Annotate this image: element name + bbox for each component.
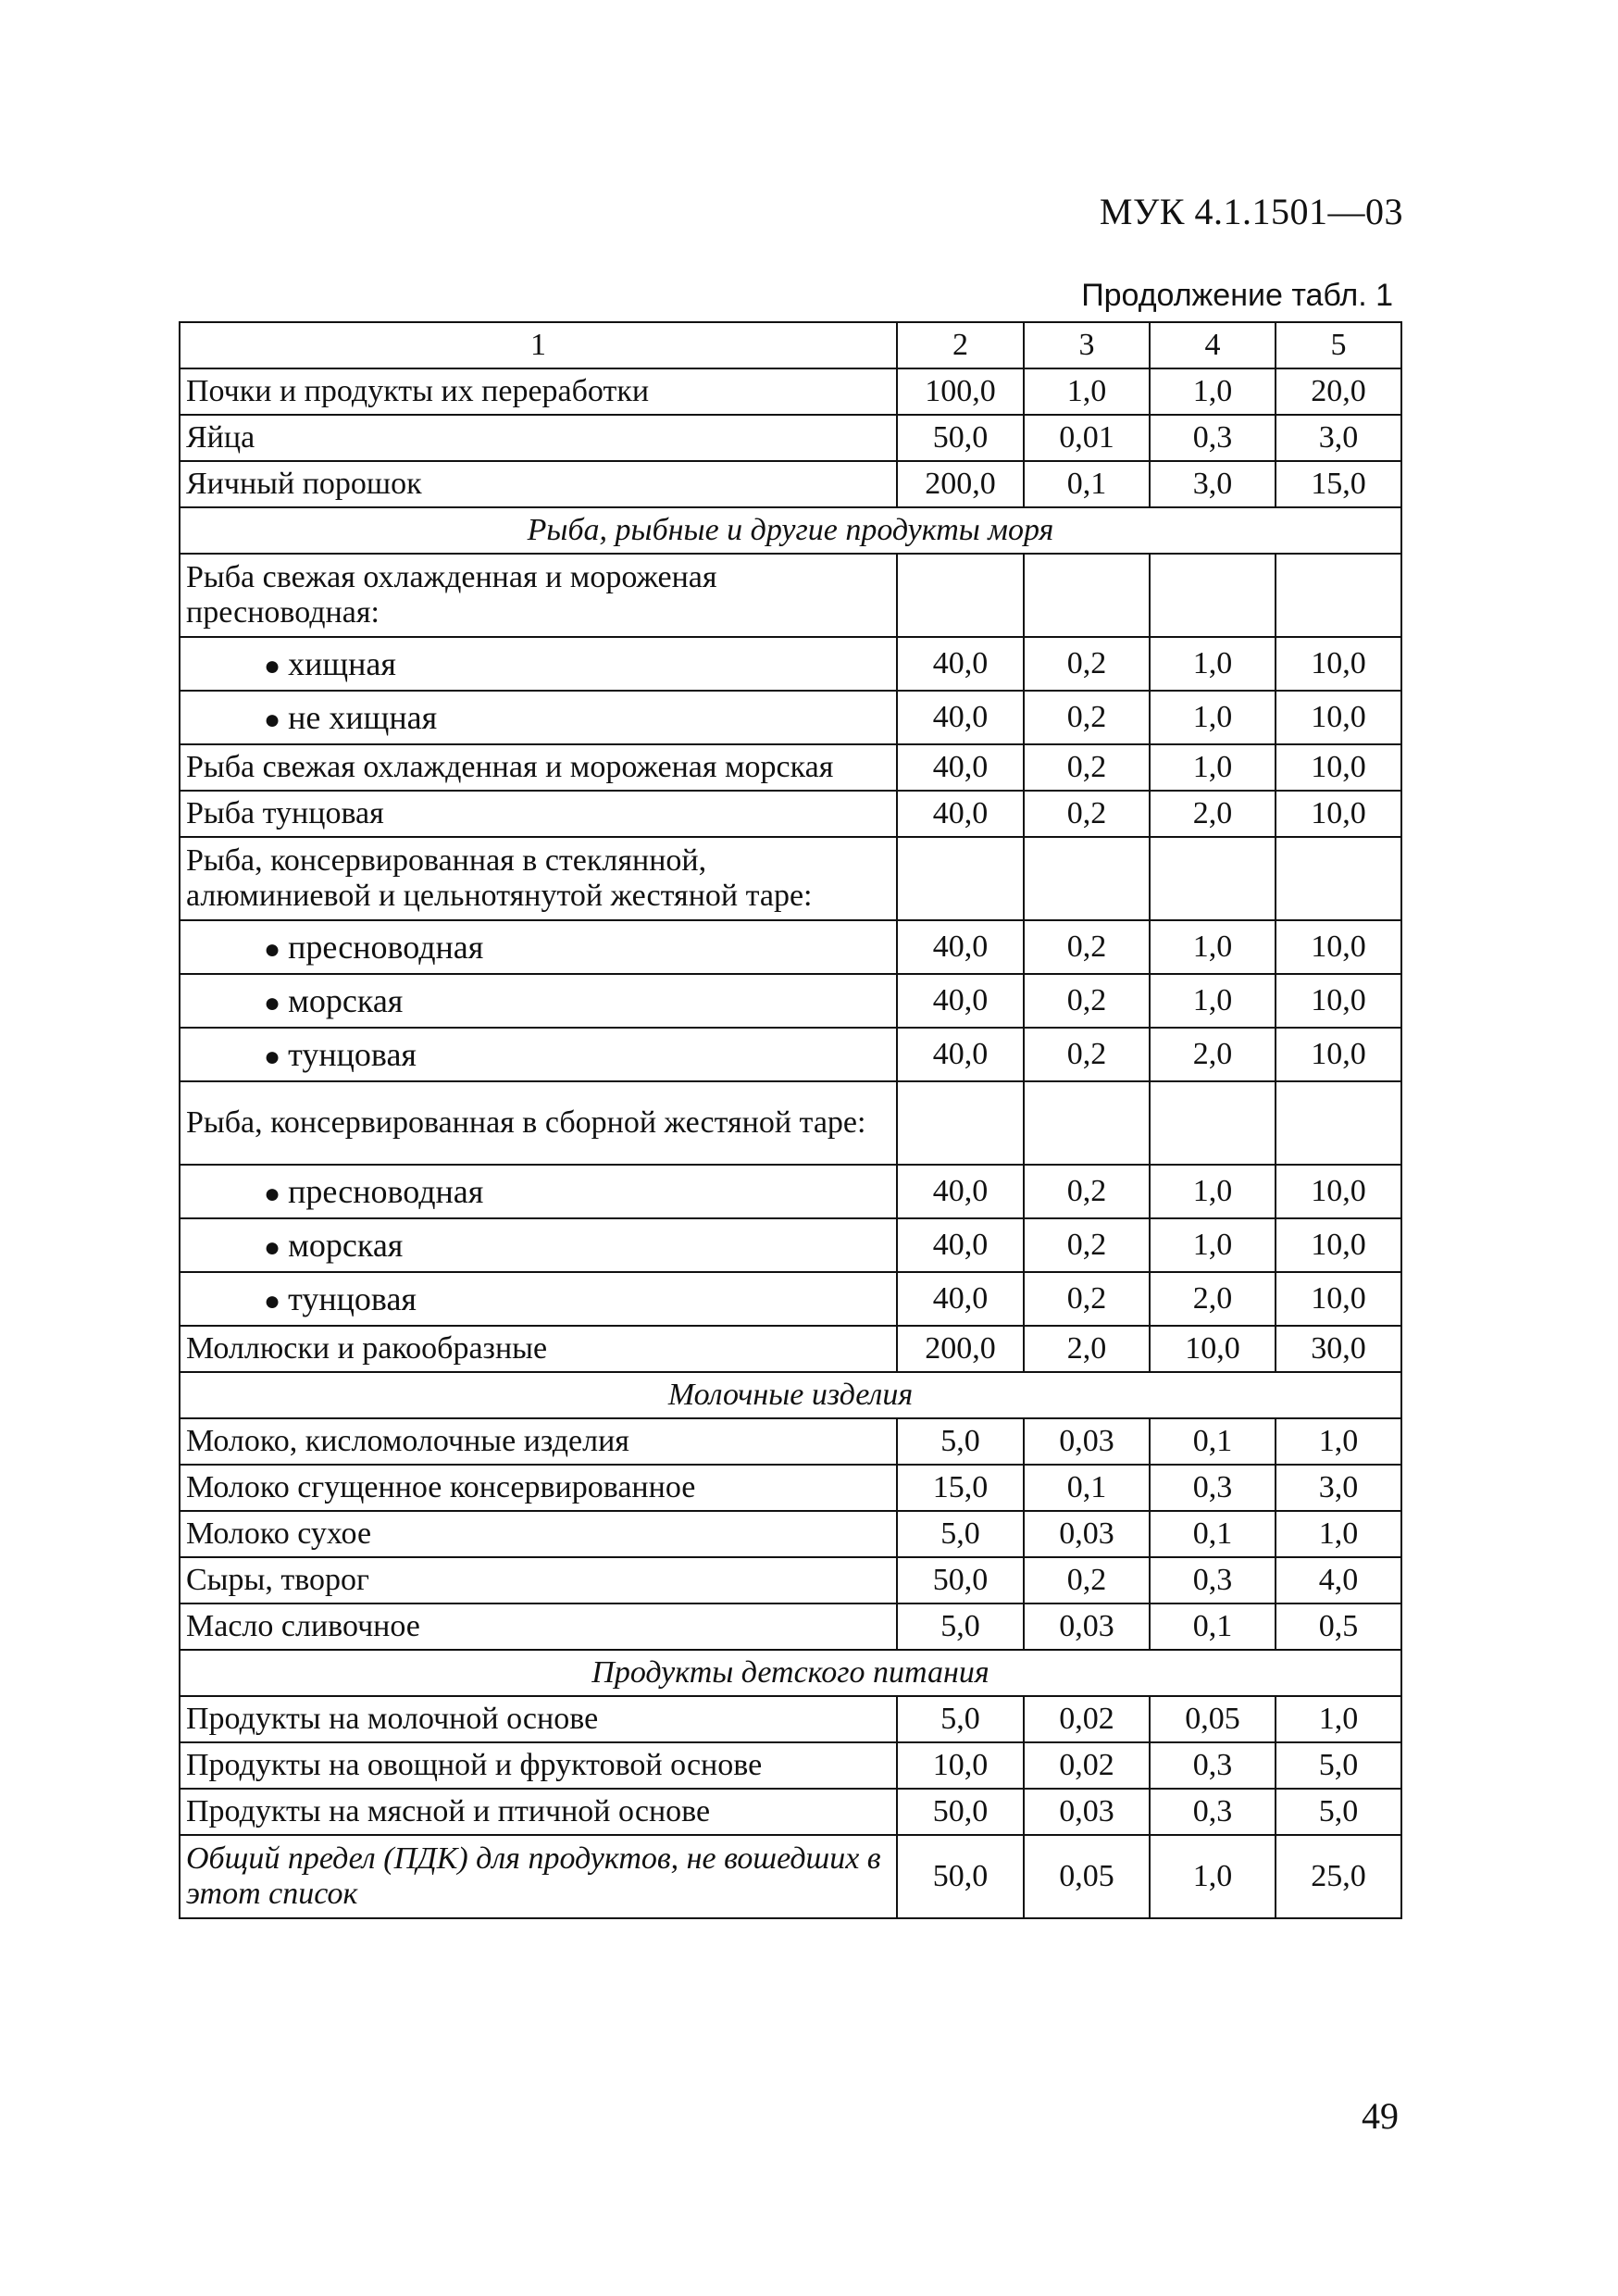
limit-value-cell: 10,0 — [1276, 1272, 1401, 1326]
product-name-cell — [180, 1165, 897, 1218]
page-number: 49 — [1362, 2095, 1399, 2137]
product-name-cell — [180, 791, 897, 837]
limit-value-cell: 40,0 — [897, 920, 1024, 974]
bullet-icon: ● — [264, 1285, 281, 1316]
limit-value-cell: 0,02 — [1024, 1742, 1150, 1789]
group-row — [180, 554, 1401, 637]
limit-value-cell: 0,3 — [1150, 1742, 1276, 1789]
limit-value-cell: 10,0 — [1276, 691, 1401, 744]
empty-cell — [1150, 1081, 1276, 1165]
limit-value-cell: 1,0 — [1150, 920, 1276, 974]
limit-value-cell: 0,05 — [1024, 1835, 1150, 1918]
product-name-cell — [180, 744, 897, 791]
product-name: Общий предел (ПДК) для продуктов, не вошедших в этот список — [186, 1841, 881, 1911]
product-name: Яичный порошок — [186, 466, 422, 501]
limit-value-cell: 40,0 — [897, 1218, 1024, 1272]
table-row — [180, 1511, 1401, 1557]
product-name: Рыба тунцовая — [186, 795, 384, 830]
product-name-cell — [180, 1272, 897, 1326]
limit-value-cell: 40,0 — [897, 1028, 1024, 1081]
limit-value-cell: 40,0 — [897, 691, 1024, 744]
product-name: Почки и продукты их переработки — [186, 373, 650, 408]
table-row — [180, 368, 1401, 415]
limit-value-cell: 1,0 — [1150, 974, 1276, 1028]
table-row — [180, 1696, 1401, 1742]
limit-value-cell: 1,0 — [1276, 1418, 1401, 1465]
product-name-cell — [180, 1789, 897, 1835]
section-heading: Молочные изделия — [180, 1372, 1401, 1418]
product-name-cell — [180, 1603, 897, 1650]
bullet-row — [180, 1028, 1401, 1081]
limit-value-cell: 1,0 — [1150, 637, 1276, 691]
limit-value-cell: 0,05 — [1150, 1696, 1276, 1742]
bullet-row — [180, 637, 1401, 691]
group-label: Рыба, консервированная в сборной жестяной таре: — [180, 1081, 897, 1165]
bullet-icon: ● — [264, 933, 281, 965]
limit-value-cell: 0,1 — [1024, 1465, 1150, 1511]
limit-value-cell: 1,0 — [1150, 1165, 1276, 1218]
product-name-cell — [180, 1326, 897, 1372]
column-header: 2 — [897, 322, 1024, 368]
limit-value-cell: 0,03 — [1024, 1511, 1150, 1557]
product-name: морская — [288, 981, 404, 1019]
limit-value-cell: 10,0 — [1276, 744, 1401, 791]
limit-value-cell: 5,0 — [1276, 1789, 1401, 1835]
table-row — [180, 461, 1401, 507]
limit-value-cell: 0,5 — [1276, 1603, 1401, 1650]
product-name-cell — [180, 461, 897, 507]
limit-value-cell: 40,0 — [897, 637, 1024, 691]
empty-cell — [1024, 554, 1150, 637]
limit-value-cell: 50,0 — [897, 1835, 1024, 1918]
limit-value-cell: 1,0 — [1024, 368, 1150, 415]
product-name-cell — [180, 920, 897, 974]
limit-value-cell: 40,0 — [897, 791, 1024, 837]
product-name-cell — [180, 691, 897, 744]
limit-value-cell: 25,0 — [1276, 1835, 1401, 1918]
product-name-cell — [180, 1218, 897, 1272]
limit-value-cell: 0,01 — [1024, 415, 1150, 461]
product-name-cell — [180, 1835, 897, 1918]
column-header: 1 — [180, 322, 897, 368]
limit-value-cell: 10,0 — [1276, 974, 1401, 1028]
limit-value-cell: 50,0 — [897, 1789, 1024, 1835]
empty-cell — [1276, 1081, 1401, 1165]
table-row — [180, 415, 1401, 461]
product-name: хищная — [288, 644, 396, 682]
empty-cell — [1024, 1081, 1150, 1165]
bullet-row — [180, 1272, 1401, 1326]
table-row — [180, 1465, 1401, 1511]
section-heading-row — [180, 1650, 1401, 1696]
limit-value-cell: 100,0 — [897, 368, 1024, 415]
limit-value-cell: 1,0 — [1276, 1696, 1401, 1742]
limit-value-cell: 10,0 — [1150, 1326, 1276, 1372]
limit-value-cell: 0,03 — [1024, 1418, 1150, 1465]
table-continuation-label: Продолжение табл. 1 — [1081, 278, 1393, 313]
limit-value-cell: 0,3 — [1150, 1465, 1276, 1511]
limit-value-cell: 0,1 — [1024, 461, 1150, 507]
product-name: Масло сливочное — [186, 1608, 420, 1643]
table-row — [180, 744, 1401, 791]
limit-value-cell: 5,0 — [897, 1603, 1024, 1650]
limit-value-cell: 5,0 — [897, 1511, 1024, 1557]
limit-value-cell: 10,0 — [1276, 1218, 1401, 1272]
contaminant-limits-table-container — [179, 321, 1400, 1919]
section-heading-row — [180, 1372, 1401, 1418]
limit-value-cell: 0,2 — [1024, 920, 1150, 974]
column-header: 5 — [1276, 322, 1401, 368]
group-row — [180, 1081, 1401, 1165]
bullet-row — [180, 1218, 1401, 1272]
document-code: МУК 4.1.1501—03 — [1099, 191, 1403, 232]
product-name-cell — [180, 368, 897, 415]
limit-value-cell: 0,1 — [1150, 1511, 1276, 1557]
section-heading-row — [180, 507, 1401, 554]
section-heading: Рыба, рыбные и другие продукты моря — [180, 507, 1401, 554]
limit-value-cell: 5,0 — [897, 1696, 1024, 1742]
limit-value-cell: 1,0 — [1150, 1218, 1276, 1272]
product-name: Рыба свежая охлажденная и мороженая морская — [186, 749, 834, 784]
limit-value-cell: 50,0 — [897, 415, 1024, 461]
product-name: Молоко сухое — [186, 1516, 372, 1551]
limit-value-cell: 0,3 — [1150, 1789, 1276, 1835]
table-row — [180, 1326, 1401, 1372]
product-name-cell — [180, 1418, 897, 1465]
limit-value-cell: 50,0 — [897, 1557, 1024, 1603]
group-row — [180, 837, 1401, 920]
group-label: Рыба, консервированная в стеклянной, алюминиевой и цельнотянутой жестяной таре: — [180, 837, 897, 920]
product-name-cell — [180, 1465, 897, 1511]
product-name-cell — [180, 1696, 897, 1742]
limit-value-cell: 10,0 — [1276, 1028, 1401, 1081]
limit-value-cell: 0,2 — [1024, 974, 1150, 1028]
limit-value-cell: 4,0 — [1276, 1557, 1401, 1603]
limit-value-cell: 15,0 — [1276, 461, 1401, 507]
limit-value-cell: 40,0 — [897, 1165, 1024, 1218]
product-name: Продукты на молочной основе — [186, 1701, 599, 1736]
limit-value-cell: 2,0 — [1024, 1326, 1150, 1372]
empty-cell — [1276, 837, 1401, 920]
product-name-cell — [180, 637, 897, 691]
contaminant-limits-table — [179, 321, 1402, 1919]
limit-value-cell: 0,2 — [1024, 637, 1150, 691]
limit-value-cell: 1,0 — [1150, 744, 1276, 791]
product-name: Молоко, кисломолочные изделия — [186, 1423, 629, 1458]
empty-cell — [1024, 837, 1150, 920]
bullet-row — [180, 1165, 1401, 1218]
product-name: тунцовая — [288, 1035, 417, 1073]
group-label: Рыба свежая охлажденная и мороженая пресноводная: — [180, 554, 897, 637]
limit-value-cell: 0,3 — [1150, 415, 1276, 461]
product-name: тунцовая — [288, 1279, 417, 1317]
empty-cell — [897, 554, 1024, 637]
product-name-cell — [180, 1511, 897, 1557]
limit-value-cell: 10,0 — [1276, 920, 1401, 974]
bullet-icon: ● — [264, 1041, 281, 1072]
limit-value-cell: 0,1 — [1150, 1603, 1276, 1650]
column-header: 3 — [1024, 322, 1150, 368]
product-name-cell — [180, 1742, 897, 1789]
limit-value-cell: 1,0 — [1150, 368, 1276, 415]
section-heading: Продукты детского питания — [180, 1650, 1401, 1696]
limit-value-cell: 0,2 — [1024, 744, 1150, 791]
table-header-row — [180, 322, 1401, 368]
limit-value-cell: 3,0 — [1150, 461, 1276, 507]
summary-row — [180, 1835, 1401, 1918]
limit-value-cell: 5,0 — [1276, 1742, 1401, 1789]
limit-value-cell: 0,2 — [1024, 1557, 1150, 1603]
limit-value-cell: 3,0 — [1276, 415, 1401, 461]
empty-cell — [1276, 554, 1401, 637]
product-name: морская — [288, 1226, 404, 1264]
table-row — [180, 791, 1401, 837]
limit-value-cell: 3,0 — [1276, 1465, 1401, 1511]
empty-cell — [1150, 837, 1276, 920]
bullet-icon: ● — [264, 650, 281, 681]
limit-value-cell: 0,03 — [1024, 1603, 1150, 1650]
column-header: 4 — [1150, 322, 1276, 368]
limit-value-cell: 2,0 — [1150, 1028, 1276, 1081]
limit-value-cell: 1,0 — [1150, 1835, 1276, 1918]
bullet-icon: ● — [264, 1231, 281, 1263]
limit-value-cell: 2,0 — [1150, 1272, 1276, 1326]
product-name: пресноводная — [288, 1172, 484, 1210]
product-name-cell — [180, 1557, 897, 1603]
limit-value-cell: 20,0 — [1276, 368, 1401, 415]
bullet-icon: ● — [264, 704, 281, 735]
limit-value-cell: 10,0 — [1276, 637, 1401, 691]
table-row — [180, 1789, 1401, 1835]
table-body — [180, 322, 1401, 1918]
limit-value-cell: 1,0 — [1276, 1511, 1401, 1557]
table-row — [180, 1557, 1401, 1603]
table-row — [180, 1742, 1401, 1789]
limit-value-cell: 0,2 — [1024, 791, 1150, 837]
empty-cell — [897, 837, 1024, 920]
table-row — [180, 1603, 1401, 1650]
limit-value-cell: 10,0 — [897, 1742, 1024, 1789]
limit-value-cell: 40,0 — [897, 744, 1024, 791]
product-name: пресноводная — [288, 928, 484, 966]
bullet-icon: ● — [264, 987, 281, 1018]
limit-value-cell: 1,0 — [1150, 691, 1276, 744]
limit-value-cell: 30,0 — [1276, 1326, 1401, 1372]
limit-value-cell: 10,0 — [1276, 791, 1401, 837]
product-name: не хищная — [288, 698, 438, 736]
bullet-row — [180, 920, 1401, 974]
product-name-cell — [180, 415, 897, 461]
bullet-row — [180, 974, 1401, 1028]
bullet-row — [180, 691, 1401, 744]
product-name: Сыры, творог — [186, 1562, 369, 1597]
product-name-cell — [180, 1028, 897, 1081]
limit-value-cell: 15,0 — [897, 1465, 1024, 1511]
product-name: Продукты на мясной и птичной основе — [186, 1793, 711, 1828]
limit-value-cell: 0,2 — [1024, 1218, 1150, 1272]
product-name-cell — [180, 974, 897, 1028]
empty-cell — [897, 1081, 1024, 1165]
product-name: Молоко сгущенное консервированное — [186, 1469, 696, 1504]
limit-value-cell: 5,0 — [897, 1418, 1024, 1465]
limit-value-cell: 200,0 — [897, 1326, 1024, 1372]
limit-value-cell: 40,0 — [897, 1272, 1024, 1326]
limit-value-cell: 200,0 — [897, 461, 1024, 507]
limit-value-cell: 0,02 — [1024, 1696, 1150, 1742]
limit-value-cell: 0,2 — [1024, 691, 1150, 744]
limit-value-cell: 0,2 — [1024, 1165, 1150, 1218]
bullet-icon: ● — [264, 1178, 281, 1209]
limit-value-cell: 0,2 — [1024, 1272, 1150, 1326]
limit-value-cell: 2,0 — [1150, 791, 1276, 837]
product-name: Моллюски и ракообразные — [186, 1330, 548, 1366]
limit-value-cell: 0,2 — [1024, 1028, 1150, 1081]
product-name: Яйца — [186, 419, 255, 455]
limit-value-cell: 0,1 — [1150, 1418, 1276, 1465]
limit-value-cell: 40,0 — [897, 974, 1024, 1028]
limit-value-cell: 0,03 — [1024, 1789, 1150, 1835]
limit-value-cell: 10,0 — [1276, 1165, 1401, 1218]
empty-cell — [1150, 554, 1276, 637]
limit-value-cell: 0,3 — [1150, 1557, 1276, 1603]
table-row — [180, 1418, 1401, 1465]
product-name: Продукты на овощной и фруктовой основе — [186, 1747, 763, 1782]
